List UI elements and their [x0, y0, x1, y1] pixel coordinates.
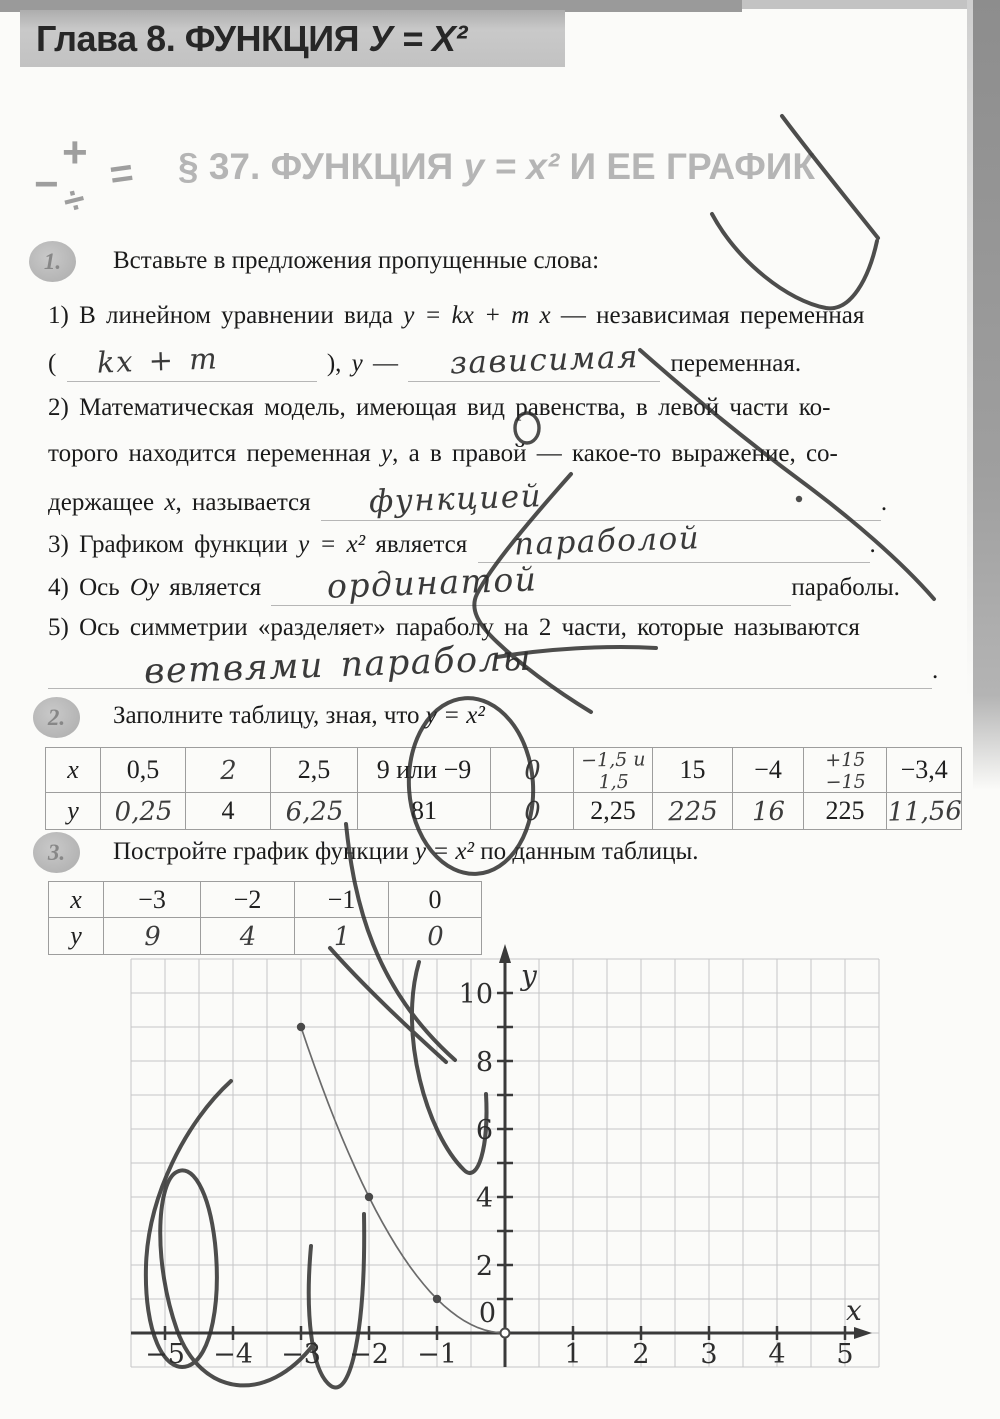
x-tick-label: 5	[836, 1339, 854, 1370]
x-axis-label: x	[846, 1294, 862, 1327]
y-axis-label: y	[521, 959, 537, 992]
task2-cell-x-4-handwritten: 0	[490, 747, 574, 793]
scan-gutter-strip	[973, 0, 1000, 790]
task3-cell-x-3: 0	[389, 882, 482, 918]
x-tick-label: 4	[768, 1339, 786, 1370]
data-point	[297, 1023, 305, 1031]
task2-cell-x-2: 2,5	[271, 748, 358, 793]
x-tick-label: 1	[564, 1339, 582, 1370]
task1-line4: торого находится переменная у, а в правой — какое-то выражение, со-	[48, 440, 838, 467]
task1-number-badge: 1.	[29, 241, 76, 282]
task3-cell-y-3-handwritten: 0	[388, 917, 482, 956]
y-axis-arrow	[499, 944, 511, 963]
task3-cell-x-1: −2	[201, 882, 295, 918]
task2-cell-x-6: 15	[653, 748, 733, 793]
x-tick-label: 3	[700, 1339, 718, 1370]
task2-cell-y-4-handwritten: 0	[490, 792, 574, 830]
task3-cell-x-2: −1	[295, 882, 389, 918]
task2-row-label-y: у	[46, 793, 101, 830]
task2-number-badge: 2.	[33, 697, 80, 738]
pen-stroke	[497, 647, 656, 657]
task3-prompt: Постройте график функции у = х² по данным таблицы.	[113, 838, 699, 865]
plus-icon: +	[62, 128, 88, 177]
task2-cell-y-9-handwritten: 11,56	[886, 792, 962, 830]
task2-prompt: Заполните таблицу, зная, что у = х²	[113, 702, 485, 729]
task2-cell-y-3: 81	[358, 793, 491, 830]
task2-cell-x-3: 9 или −9	[358, 748, 491, 793]
function-graph	[131, 944, 879, 1370]
y-tick-label: 4	[475, 1183, 493, 1214]
data-point	[365, 1193, 373, 1201]
handwritten-answer-4: параболой	[512, 520, 701, 563]
y-tick-label: 8	[475, 1047, 493, 1078]
pen-stroke	[640, 350, 934, 599]
task2-cell-y-6-handwritten: 225	[652, 792, 733, 830]
pen-stroke	[330, 948, 446, 1062]
pen-circle-small	[515, 413, 539, 443]
section-title: § 37. ФУНКЦИЯ у = х² И ЕЕ ГРАФИК	[178, 146, 815, 187]
task2-cell-y-7-handwritten: 16	[732, 792, 804, 830]
pen-oval-around-zero-column	[403, 694, 539, 878]
task3-cell-y-2-handwritten: 1	[294, 917, 389, 956]
task3-cell-x-0: −3	[104, 882, 201, 918]
x-tick-label: −2	[349, 1339, 389, 1370]
task1-line2: ( kx + m ), у — зависимая переменная.	[48, 338, 802, 382]
ink-dot	[796, 496, 802, 502]
task2-cell-y-5: 2,25	[574, 793, 653, 830]
x-tick-label: −1	[417, 1339, 457, 1370]
handwritten-answer-2: зависимая	[449, 338, 640, 382]
pen-stroke	[474, 474, 591, 712]
handwritten-answer-3: функцией	[368, 478, 543, 521]
task2-cell-x-0: 0,5	[101, 748, 186, 793]
task3-cell-y-0-handwritten: 9	[103, 917, 201, 956]
task1-line9: ветвями параболы .	[48, 650, 938, 689]
y-tick-label: 6	[475, 1115, 493, 1146]
task2-cell-y-8: 225	[804, 793, 887, 830]
task2-cell-x-7: −4	[733, 748, 804, 793]
task3-row-label-x: х	[49, 882, 104, 918]
task1-line7: 4) Ось Оу является ординатой параболы.	[48, 559, 900, 606]
task3-row-label-y: у	[49, 918, 104, 955]
task2-row-label-x: х	[46, 748, 101, 793]
y-tick-label: 2	[475, 1251, 493, 1282]
task1-prompt: Вставьте в предложения пропущенные слова:	[113, 247, 600, 274]
handwritten-answer-6: ветвями параболы	[143, 638, 533, 693]
task2-cell-y-0-handwritten: 0,25	[100, 792, 186, 830]
minus-icon: −	[34, 160, 59, 207]
x-axis-arrow	[854, 1327, 872, 1339]
task2-cell-y-2-handwritten: 6,25	[270, 792, 358, 831]
task3-number-badge: 3.	[33, 832, 80, 873]
x-tick-label: −4	[213, 1339, 253, 1370]
chapter-title-formula: У = Х²	[368, 18, 467, 59]
task2-cell-x-1-handwritten: 2	[185, 747, 271, 793]
task1-line3: 2) Математическая модель, имеющая вид равенства, в левой части ко-	[48, 394, 831, 421]
task2-cell-x-5-handwritten: −1,5 и 1,5	[573, 747, 653, 793]
task1-line1: 1) В линейном уравнении вида у = kx + m х — независимая переменная	[48, 302, 865, 329]
data-point-origin	[501, 1329, 510, 1338]
task2-cell-x-8-handwritten: +15 −15	[803, 747, 887, 793]
origin-label: 0	[478, 1298, 496, 1329]
divide-icon: ÷	[59, 178, 90, 224]
x-tick-label: 2	[632, 1339, 650, 1370]
task2-cell-x-9: −3,4	[887, 748, 962, 793]
data-point	[433, 1295, 441, 1303]
task1-line6: 3) Графиком функции у = х² является параболой .	[48, 520, 876, 563]
x-tick-label: −3	[281, 1339, 321, 1370]
pen-stroke	[782, 116, 878, 238]
x-tick-label: −5	[145, 1339, 185, 1370]
handwritten-answer-1: kx + m	[96, 341, 219, 380]
task1-line8: 5) Ось симметрии «разделяет» параболу на 2 части, которые называются	[48, 614, 860, 641]
y-tick-label: 10	[458, 979, 493, 1010]
pen-stroke	[712, 214, 877, 308]
equals-icon: =	[106, 150, 137, 198]
chapter-title: Глава 8. ФУНКЦИЯ	[36, 18, 369, 59]
task1-line5: держащее х, называется функцией .	[48, 478, 888, 521]
handwritten-answer-5: ординатой	[326, 559, 539, 606]
task2-cell-y-1: 4	[186, 793, 271, 830]
task3-cell-y-1-handwritten: 4	[200, 917, 295, 956]
